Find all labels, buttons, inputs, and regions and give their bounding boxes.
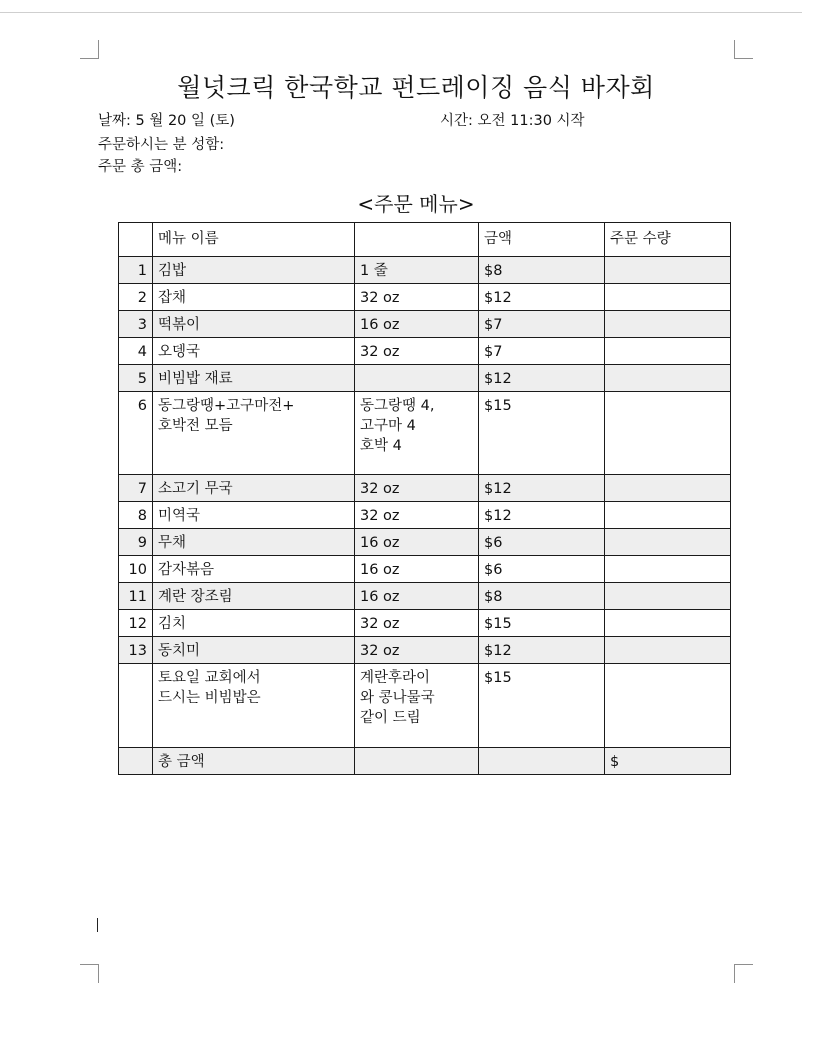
price-cell[interactable]: $12 xyxy=(479,502,605,529)
header-cell-size[interactable] xyxy=(355,223,479,257)
quantity-cell[interactable] xyxy=(605,392,731,475)
row-number[interactable]: 7 xyxy=(119,475,153,502)
menu-name-cell[interactable]: 감자볶음 xyxy=(153,556,355,583)
table-row xyxy=(119,664,731,748)
table-row xyxy=(119,365,731,392)
price-cell[interactable]: $12 xyxy=(479,637,605,664)
size-cell[interactable] xyxy=(355,365,479,392)
table-row xyxy=(119,502,731,529)
table-row xyxy=(119,556,731,583)
menu-name-cell[interactable]: 계란 장조림 xyxy=(153,583,355,610)
row-number[interactable]: 12 xyxy=(119,610,153,637)
quantity-cell[interactable] xyxy=(605,257,731,284)
row-number[interactable] xyxy=(119,748,153,775)
quantity-cell[interactable] xyxy=(605,311,731,338)
size-cell[interactable]: 32 oz xyxy=(355,338,479,365)
menu-name-cell[interactable]: 김밥 xyxy=(153,257,355,284)
size-cell[interactable]: 32 oz xyxy=(355,284,479,311)
menu-name-cell[interactable]: 비빔밥 재료 xyxy=(153,365,355,392)
top-ruler-edge xyxy=(0,0,802,13)
size-cell[interactable]: 32 oz xyxy=(355,637,479,664)
menu-name-cell[interactable]: 소고기 무국 xyxy=(153,475,355,502)
order-total-line[interactable]: 주문 총 금액: xyxy=(98,159,183,175)
price-cell[interactable]: $15 xyxy=(479,610,605,637)
size-cell[interactable]: 16 oz xyxy=(355,529,479,556)
size-line: 같이 드림 xyxy=(360,710,421,726)
menu-name-line: 토요일 교회에서 xyxy=(158,670,261,686)
quantity-cell[interactable] xyxy=(605,284,731,311)
menu-name-cell[interactable]: 무채 xyxy=(153,529,355,556)
table-row xyxy=(119,392,731,475)
menu-name-cell[interactable]: 오뎅국 xyxy=(153,338,355,365)
size-cell[interactable]: 32 oz xyxy=(355,475,479,502)
row-number[interactable]: 2 xyxy=(119,284,153,311)
quantity-cell[interactable] xyxy=(605,338,731,365)
margin-corner-bottom-left xyxy=(80,964,99,983)
row-number[interactable]: 8 xyxy=(119,502,153,529)
menu-name-line: 동그랑땡+고구마전+ xyxy=(158,398,295,414)
document-title[interactable]: 월넛크릭 한국학교 펀드레이징 음식 바자회 xyxy=(177,73,655,102)
row-number[interactable]: 3 xyxy=(119,311,153,338)
menu-name-cell[interactable]: 잡채 xyxy=(153,284,355,311)
row-number[interactable]: 10 xyxy=(119,556,153,583)
size-cell[interactable]: 16 oz xyxy=(355,583,479,610)
menu-name-cell[interactable]: 김치 xyxy=(153,610,355,637)
quantity-cell[interactable] xyxy=(605,583,731,610)
margin-corner-bottom-right xyxy=(734,964,753,983)
row-number[interactable]: 1 xyxy=(119,257,153,284)
table-row xyxy=(119,284,731,311)
table-row xyxy=(119,338,731,365)
price-cell[interactable]: $12 xyxy=(479,475,605,502)
table-row xyxy=(119,311,731,338)
header-cell-price[interactable]: 금액 xyxy=(479,223,605,257)
margin-corner-top-right xyxy=(734,40,753,59)
table-row xyxy=(119,583,731,610)
header-cell-menu-name[interactable]: 메뉴 이름 xyxy=(153,223,355,257)
order-menu-table xyxy=(118,222,731,775)
size-line: 와 콩나물국 xyxy=(360,690,435,706)
total-row xyxy=(119,748,731,775)
date-line[interactable]: 날짜: 5 월 20 일 (토) xyxy=(98,113,235,129)
size-cell[interactable]: 16 oz xyxy=(355,311,479,338)
margin-corner-top-left xyxy=(80,40,99,59)
price-cell[interactable]: $6 xyxy=(479,529,605,556)
text-cursor xyxy=(97,918,98,932)
size-cell[interactable]: 32 oz xyxy=(355,610,479,637)
quantity-cell[interactable] xyxy=(605,637,731,664)
price-cell[interactable]: $6 xyxy=(479,556,605,583)
price-cell[interactable]: $15 xyxy=(479,392,605,475)
price-cell[interactable]: $8 xyxy=(479,583,605,610)
size-cell[interactable]: 32 oz xyxy=(355,502,479,529)
quantity-cell[interactable] xyxy=(605,529,731,556)
row-number[interactable] xyxy=(119,664,153,748)
price-cell[interactable]: $12 xyxy=(479,284,605,311)
price-cell[interactable]: $15 xyxy=(479,664,605,748)
size-line: 동그랑땡 4, xyxy=(360,398,435,414)
quantity-cell[interactable] xyxy=(605,664,731,748)
size-line: 계란후라이 xyxy=(360,670,431,686)
table-row xyxy=(119,475,731,502)
quantity-cell[interactable] xyxy=(605,610,731,637)
quantity-cell[interactable] xyxy=(605,365,731,392)
time-line[interactable]: 시간: 오전 11:30 시작 xyxy=(440,113,585,129)
quantity-cell[interactable] xyxy=(605,475,731,502)
row-number[interactable]: 4 xyxy=(119,338,153,365)
row-number[interactable]: 11 xyxy=(119,583,153,610)
menu-name-line: 호박전 모듬 xyxy=(158,418,233,434)
row-number[interactable]: 9 xyxy=(119,529,153,556)
size-cell[interactable] xyxy=(355,664,479,748)
row-number[interactable]: 13 xyxy=(119,637,153,664)
menu-name-cell[interactable] xyxy=(153,664,355,748)
size-cell[interactable] xyxy=(355,748,479,775)
price-cell[interactable]: $7 xyxy=(479,338,605,365)
table-row xyxy=(119,529,731,556)
menu-name-cell[interactable]: 미역국 xyxy=(153,502,355,529)
table-row xyxy=(119,257,731,284)
price-cell[interactable]: $8 xyxy=(479,257,605,284)
orderer-name-line[interactable]: 주문하시는 분 성함: xyxy=(98,137,225,153)
total-amount-cell[interactable]: $ xyxy=(605,748,731,775)
header-cell-num[interactable] xyxy=(119,223,153,257)
table-row xyxy=(119,610,731,637)
quantity-cell[interactable] xyxy=(605,502,731,529)
menu-name-cell[interactable]: 떡볶이 xyxy=(153,311,355,338)
quantity-cell[interactable] xyxy=(605,556,731,583)
header-cell-quantity[interactable]: 주문 수량 xyxy=(605,223,731,257)
price-cell[interactable]: $7 xyxy=(479,311,605,338)
size-cell[interactable]: 1 줄 xyxy=(355,257,479,284)
row-number[interactable]: 5 xyxy=(119,365,153,392)
table-row xyxy=(119,637,731,664)
menu-name-cell[interactable] xyxy=(153,392,355,475)
size-cell[interactable] xyxy=(355,392,479,475)
size-cell[interactable]: 16 oz xyxy=(355,556,479,583)
price-cell[interactable] xyxy=(479,748,605,775)
size-line: 고구마 4 xyxy=(360,418,416,434)
size-line: 호박 4 xyxy=(360,438,402,454)
menu-name-cell[interactable]: 동치미 xyxy=(153,637,355,664)
price-cell[interactable]: $12 xyxy=(479,365,605,392)
table-header-row xyxy=(119,223,731,257)
menu-name-line: 드시는 비빔밥은 xyxy=(158,690,261,706)
row-number[interactable]: 6 xyxy=(119,392,153,475)
total-label-cell[interactable]: 총 금액 xyxy=(153,748,355,775)
menu-heading[interactable]: <주문 메뉴> xyxy=(357,192,475,216)
